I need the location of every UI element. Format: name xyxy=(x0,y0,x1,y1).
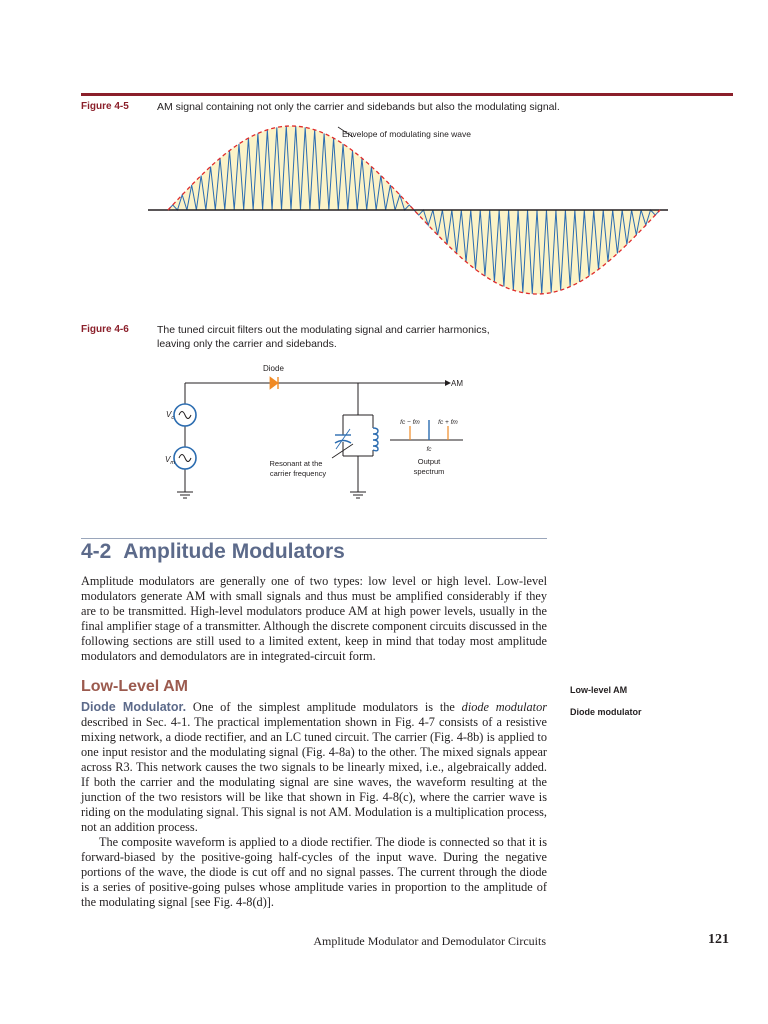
running-footer-title: Amplitude Modulator and Demodulator Circuits xyxy=(313,934,546,948)
figure-4-6-caption-line1: The tuned circuit filters out the modulating signal and carrier harmonics, xyxy=(157,324,490,336)
section-number: 4-2 xyxy=(81,540,112,563)
runin-heading: Diode Modulator. xyxy=(81,700,187,714)
top-rule xyxy=(81,93,733,96)
margin-note-low-level-am: Low-level AM xyxy=(570,685,628,695)
section-title-text: Amplitude Modulators xyxy=(123,540,345,563)
para1-start: One of the simplest amplitude modulators is the xyxy=(192,700,462,714)
figure-4-6-caption-line2: leaving only the carrier and sidebands. xyxy=(157,338,337,350)
figure-4-6-circuit xyxy=(160,360,480,510)
section-title xyxy=(81,540,345,564)
diode-icon xyxy=(270,377,278,389)
tank-inductor-icon xyxy=(373,428,378,451)
am-label: AM xyxy=(451,379,463,388)
subsection-body xyxy=(81,700,547,910)
para1-rest: described in Sec. 4-1. The practical implementation shown in Fig. 4-7 consists of a resistive mixing network, a diode rectifier, and an LC tuned circuit. The carrier (Fig. 4-8b) is applied to one input resistor and the modulating signal (Fig. 4-8a) to the other. The mixed signals appear across R3. This network causes the two signals to be linearly mixed, i.e., algebraically added. If both the carrier and the modulating signal are sine waves, the waveform resulting at the junction of the two resistors will be like that shown in Fig. 4-8(c), where the carrier wave is riding on the modulating signal. This signal is not AM. Modulation is a multiplication process, not an addition process. xyxy=(81,715,547,834)
lower-sideband-label: fc − fm xyxy=(400,419,420,426)
output-label-line1: Output xyxy=(417,457,441,466)
figure-4-5-am-waveform xyxy=(140,118,680,308)
figure-4-5-label: Figure 4-5 xyxy=(81,101,129,112)
resonant-label-line2: carrier frequency xyxy=(269,469,327,478)
para1-emphasis: diode modulator xyxy=(461,700,548,714)
composite-waveform-paragraph: The composite waveform is applied to a diode rectifier. The diode is connected so that it is forward-biased by the positive-going half-cycles of the input wave. During the negative portions of the wave, the diode is cut off and no signal passes. The current through the diode is a series of positive-going pulses whose amplitude varies in proportion to the amplitude of the modulating signal [see Fig. 4-8(d)]. xyxy=(81,835,547,909)
upper-sideband-label: fc + fm xyxy=(438,419,458,426)
margin-note-diode-modulator: Diode modulator xyxy=(570,707,642,717)
vc-label: $V_c$ xyxy=(166,410,175,421)
subsection-title: Low-Level AM xyxy=(81,678,188,695)
diode-modulator-paragraph xyxy=(81,700,547,835)
page-number: 121 xyxy=(708,932,729,947)
vm-label: $V_m$ xyxy=(165,455,175,466)
figure-4-6-label: Figure 4-6 xyxy=(81,324,129,335)
output-label-line2: spectrum xyxy=(413,467,445,476)
section-rule xyxy=(81,538,547,539)
intro-paragraph: Amplitude modulators are generally one of two types: low level or high level. Low-level modulators generate AM with small signals and thus must be amplified considerably if they are to be transmitted. High-level modulators produce AM at high power levels, usually in the final amplifier stage of a transmitter. Although the discrete component circuits discussed in the following sections are still used to a limited extent, keep in mind that today most amplitude modulators and demodulators are in integrated-circuit form. xyxy=(81,574,547,663)
diode-label: Diode xyxy=(263,364,284,373)
carrier-source-icon xyxy=(174,404,196,426)
modulating-source-icon xyxy=(174,447,196,469)
section-intro xyxy=(81,574,547,664)
carrier-freq-label: fc xyxy=(426,446,432,453)
envelope-label: Envelope of modulating sine wave xyxy=(342,129,471,139)
resonant-label-line1: Resonant at the xyxy=(269,459,323,468)
figure-4-5-caption: AM signal containing not only the carrier and sidebands but also the modulating signal. xyxy=(157,101,560,113)
